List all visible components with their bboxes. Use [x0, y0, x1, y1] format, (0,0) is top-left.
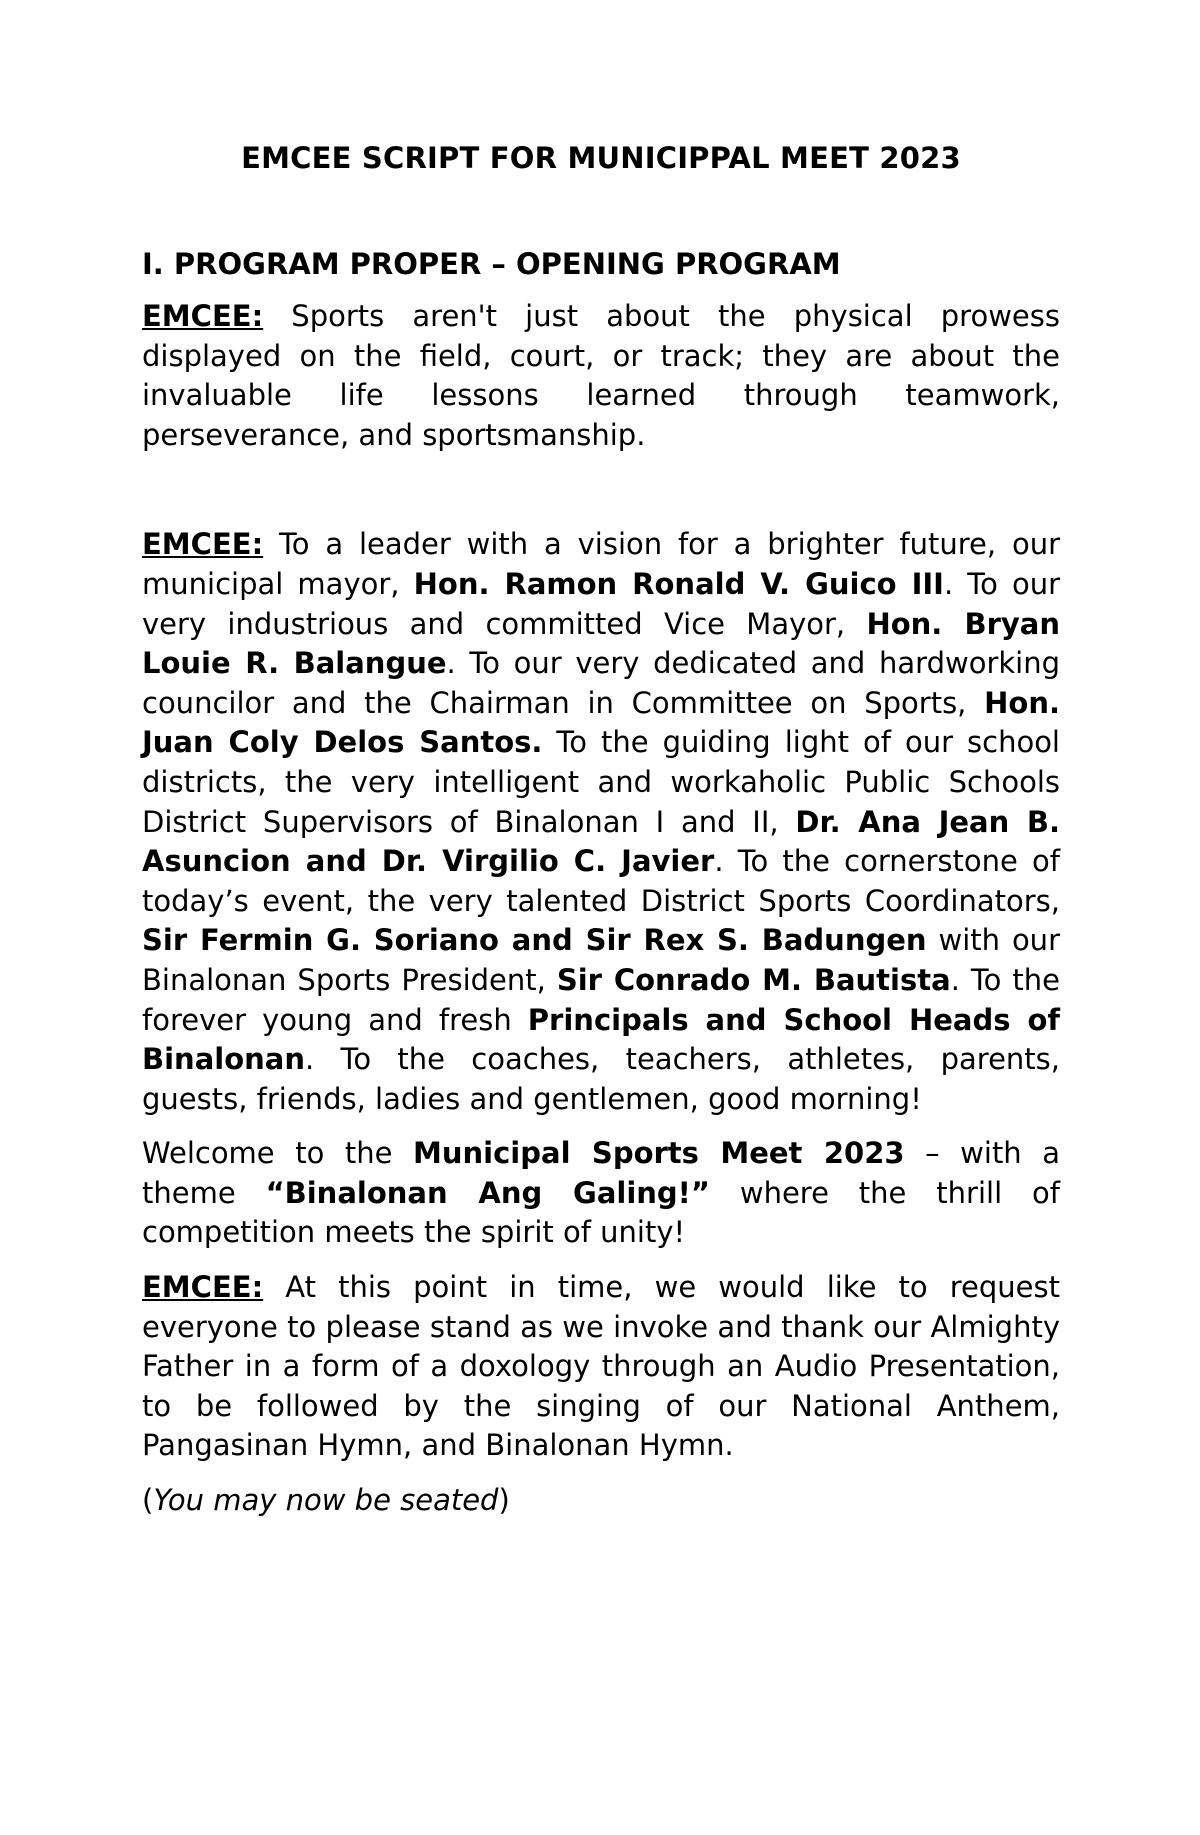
- honoree-name: Hon. Juan Coly Delos Santos.: [142, 685, 1060, 760]
- paragraph-text: To a leader with a vision for a brighter future, our municipal mayor,: [142, 527, 1060, 601]
- paragraph-text: . To the forever young and fresh: [142, 962, 1061, 1037]
- honoree-name: Sir Fermin G. Soriano and Sir Rex S. Badungen: [142, 923, 927, 958]
- document-title: EMCEE SCRIPT FOR MUNICIPPAL MEET 2023: [241, 141, 961, 175]
- honoree-name: Dr. Ana Jean B. Asuncion and Dr. Virgilio C. Javier: [142, 804, 1060, 879]
- stage-direction-text: You may now be seated: [153, 1483, 499, 1518]
- paragraph-text: . To our very industrious and committed Vice Mayor,: [142, 566, 1060, 641]
- stage-direction: [142, 1481, 1060, 1521]
- event-name: Municipal Sports Meet 2023: [413, 1136, 905, 1171]
- honoree-name: Hon. Ramon Ronald V. Guico III: [413, 566, 944, 601]
- paragraph-text: – with a theme: [142, 1136, 1061, 1210]
- honoree-name: Sir Conrado M. Bautista: [556, 962, 951, 997]
- speaker-label: EMCEE:: [142, 299, 264, 333]
- honoree-name: Hon. Bryan Louie R. Balangue: [142, 606, 1060, 681]
- paragraph-welcome: [142, 1134, 1060, 1253]
- paragraph-text: where the thrill of competition meets the spirit of unity!: [142, 1175, 1060, 1250]
- speaker-label: EMCEE:: [142, 527, 264, 562]
- paren-open: (: [142, 1483, 154, 1518]
- paragraph-text: . To the cornerstone of today’s event, the very talented District Sports Coordinators,: [142, 844, 1060, 918]
- honoree-name: Principals and School Heads of Binalonan: [142, 1002, 1060, 1077]
- speaker-label: EMCEE:: [142, 1270, 264, 1305]
- paragraph-opening-remarks: [142, 297, 1060, 455]
- paren-close: ): [498, 1483, 510, 1518]
- event-theme: “Binalonan Ang Galing!”: [265, 1175, 710, 1210]
- paragraph-text: Sports aren't just about the physical prowess displayed on the field, court, or track; they are about the invaluable life lessons learned through teamwork, perseverance, and sportsmanship.: [142, 299, 1060, 452]
- document-page: [142, 140, 1060, 1536]
- paragraph-acknowledgements: [142, 525, 1060, 1119]
- paragraph-text: with our Binalonan Sports President,: [142, 923, 1060, 997]
- section-heading: I. PROGRAM PROPER – OPENING PROGRAM: [142, 247, 841, 281]
- paragraph-invocation: [142, 1268, 1060, 1466]
- paragraph-text: Welcome to the: [142, 1136, 414, 1171]
- paragraph-text: At this point in time, we would like to request everyone to please stand as we invoke and thank our Almighty Father in a form of a doxology through an Audio Presentation, to be followed by the singing of our National Anthem, Pangasinan Hymn, and Binalonan Hymn.: [142, 1270, 1060, 1463]
- paragraph-text: . To our very dedicated and hardworking councilor and the Chairman in Committee on Sports,: [142, 646, 1060, 720]
- paragraph-text: . To the coaches, teachers, athletes, parents, guests, friends, ladies and gentlemen, good morning!: [142, 1042, 1060, 1116]
- paragraph-text: To the guiding light of our school districts, the very intelligent and workaholic Public Schools District Supervisors of Binalonan I and II,: [142, 725, 1060, 839]
